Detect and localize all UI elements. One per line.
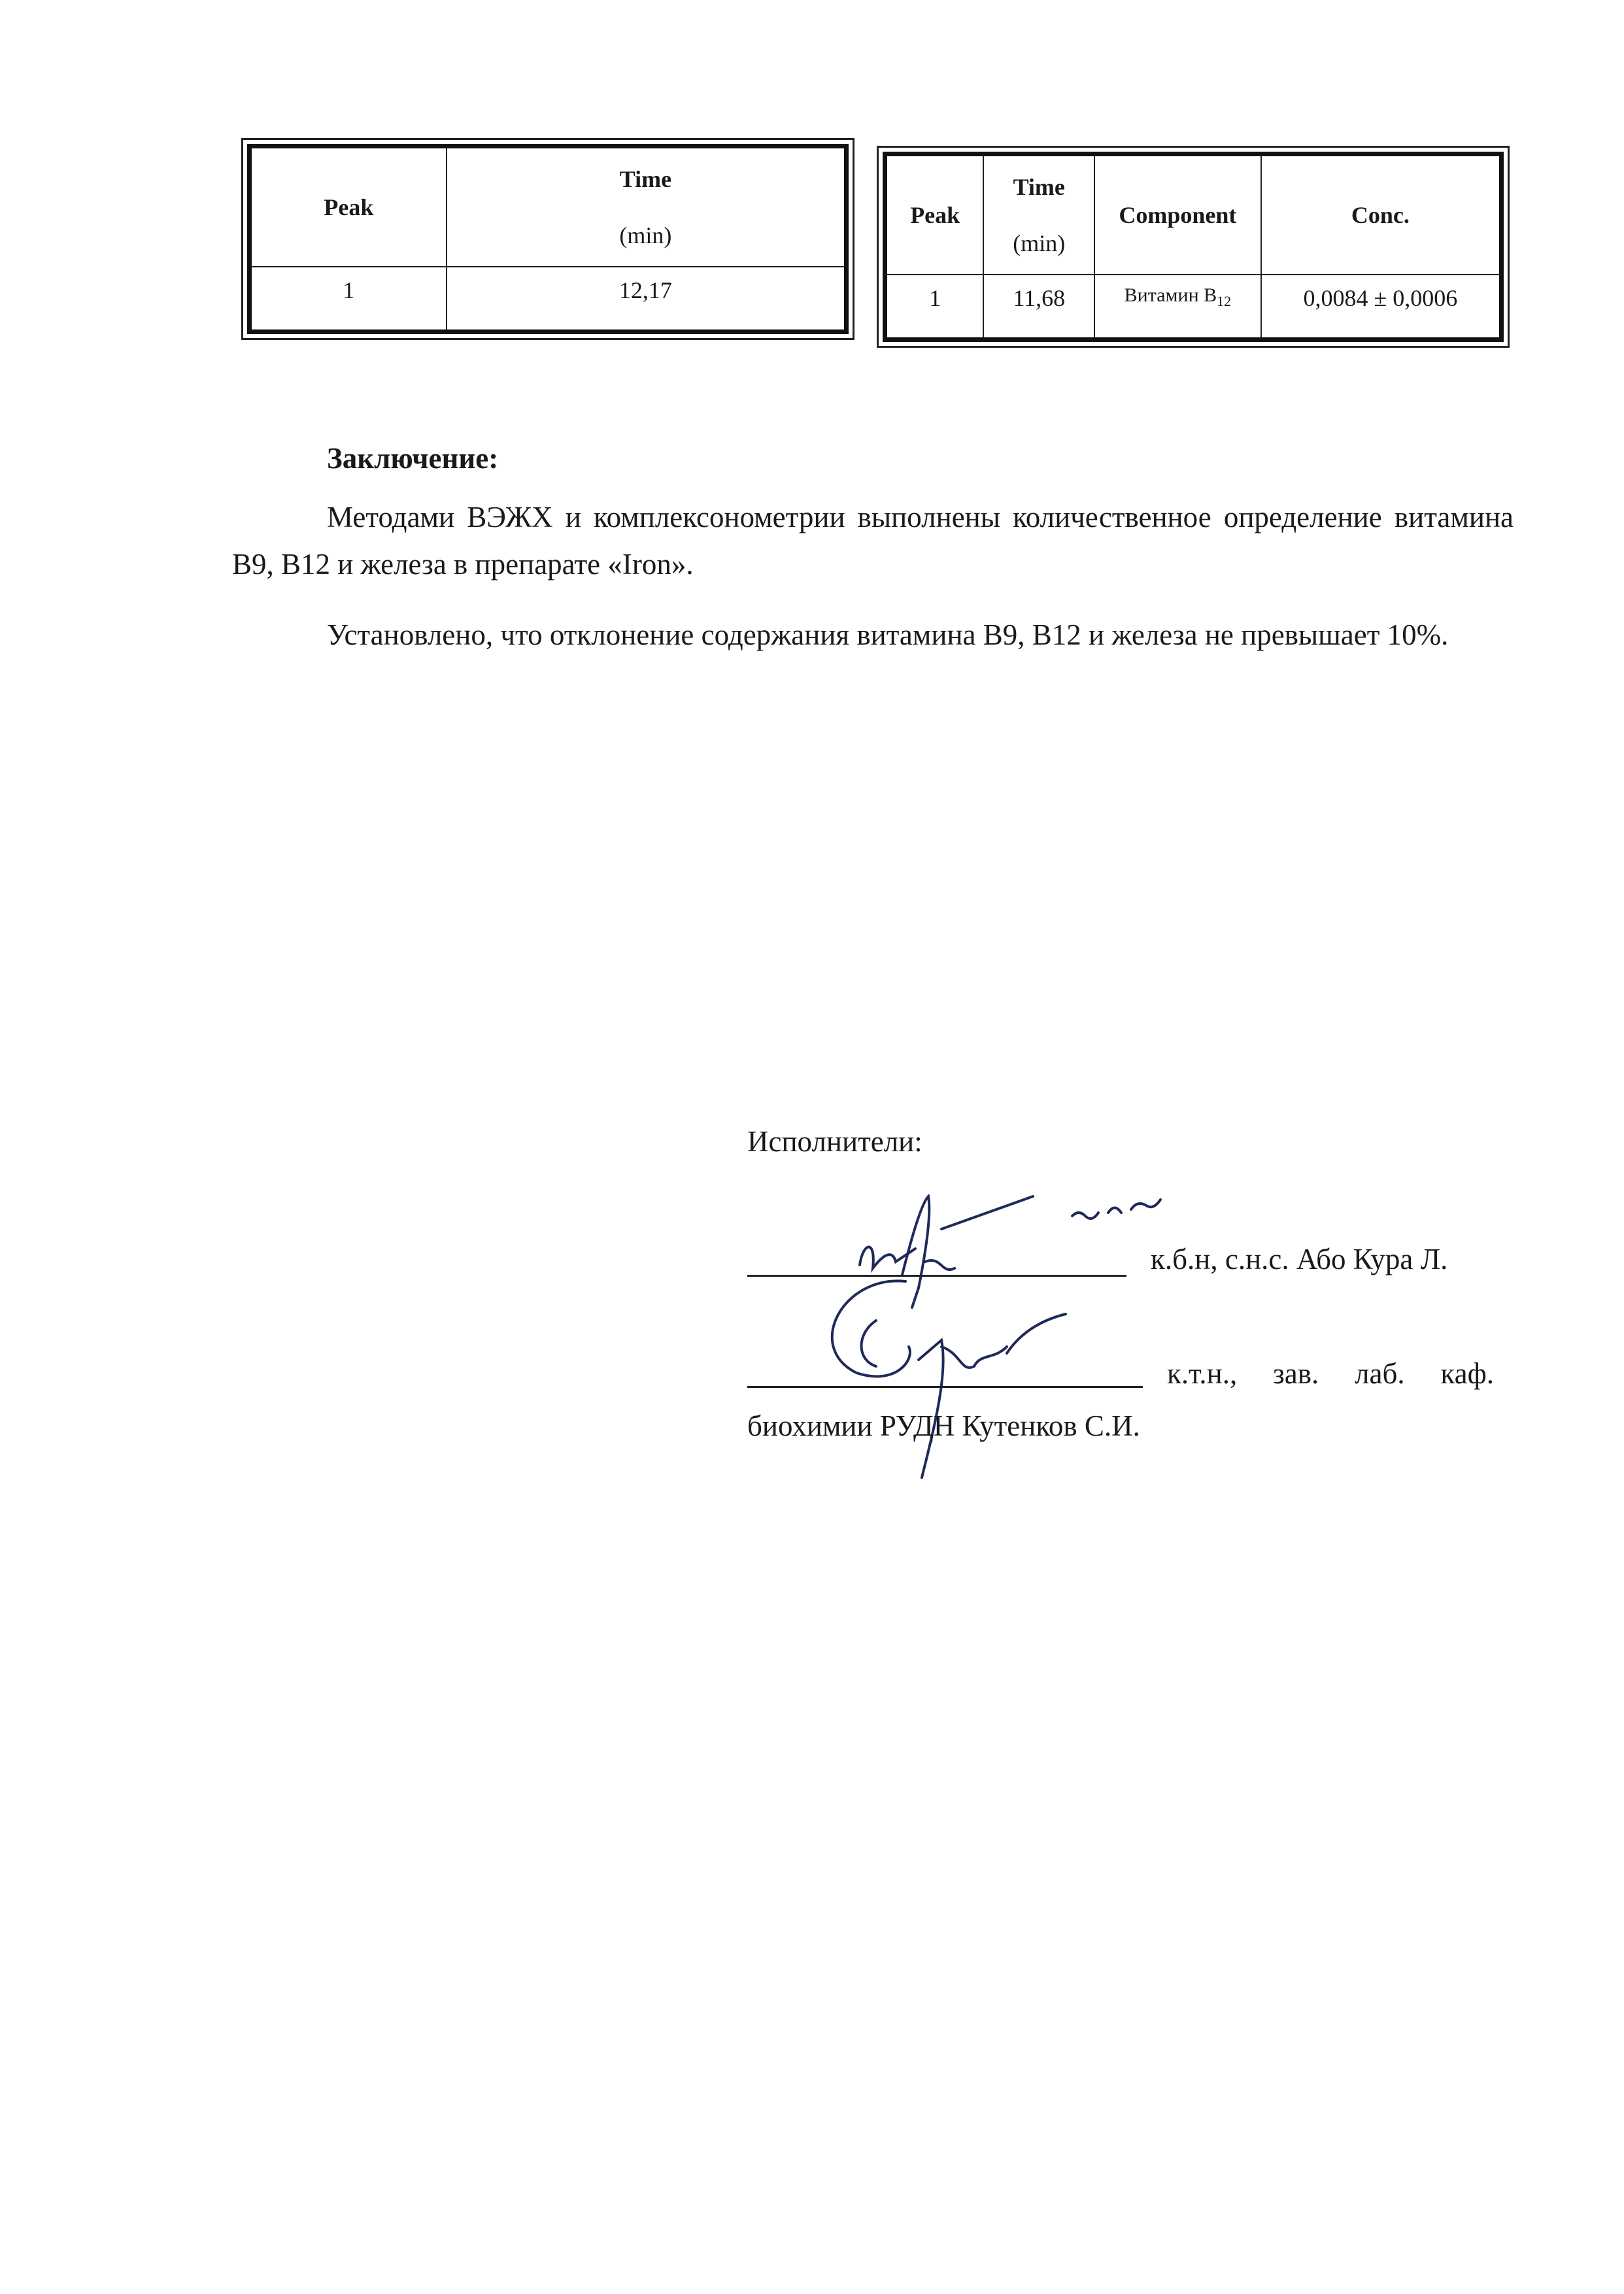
- time-unit: (min): [1013, 230, 1066, 256]
- cell-time: 11,68: [983, 275, 1094, 340]
- conclusion-paragraph-2: Установлено, что отклонение содержания витамина В9, В12 и железа не превышает 10%.: [327, 618, 1449, 651]
- peak-table-right: [883, 152, 1504, 342]
- cell-time: 12,17: [447, 267, 847, 332]
- time-unit: (min): [619, 222, 672, 248]
- header-peak: Peak: [250, 146, 447, 267]
- header-time: [447, 146, 847, 267]
- peak-table-left: [247, 144, 849, 334]
- cell-component: [1094, 275, 1261, 340]
- header-time: [983, 154, 1094, 275]
- table-row: [250, 267, 847, 332]
- component-name: Витамин B: [1124, 284, 1217, 306]
- component-subscript: 12: [1217, 293, 1232, 309]
- signature-line-1: [747, 1275, 1126, 1277]
- signatory-1: к.б.н, с.н.с. Або Кура Л.: [1151, 1243, 1448, 1275]
- signatory-2-line-1: к.т.н., зав. лаб. каф.: [1167, 1357, 1494, 1390]
- conclusion-heading: Заключение:: [327, 442, 499, 475]
- performers-label: Исполнители:: [747, 1125, 922, 1158]
- header-peak: Peak: [885, 154, 984, 275]
- cell-conc: 0,0084 ± 0,0006: [1261, 275, 1502, 340]
- time-label: Time: [1013, 174, 1065, 200]
- header-conc: Conc.: [1261, 154, 1502, 275]
- table-row: [885, 275, 1502, 340]
- signatory-2-line-2: биохимии РУДН Кутенков С.И.: [747, 1409, 1140, 1442]
- cell-peak: 1: [250, 267, 447, 332]
- signature-line-2: [747, 1386, 1143, 1388]
- time-label: Time: [619, 166, 672, 192]
- cell-peak: 1: [885, 275, 984, 340]
- conclusion-paragraph-1: Методами ВЭЖХ и комплексонометрии выполнены количественное определение витамина В9, В12 и железа в препарате «Iron».: [232, 501, 1514, 581]
- header-component: Component: [1094, 154, 1261, 275]
